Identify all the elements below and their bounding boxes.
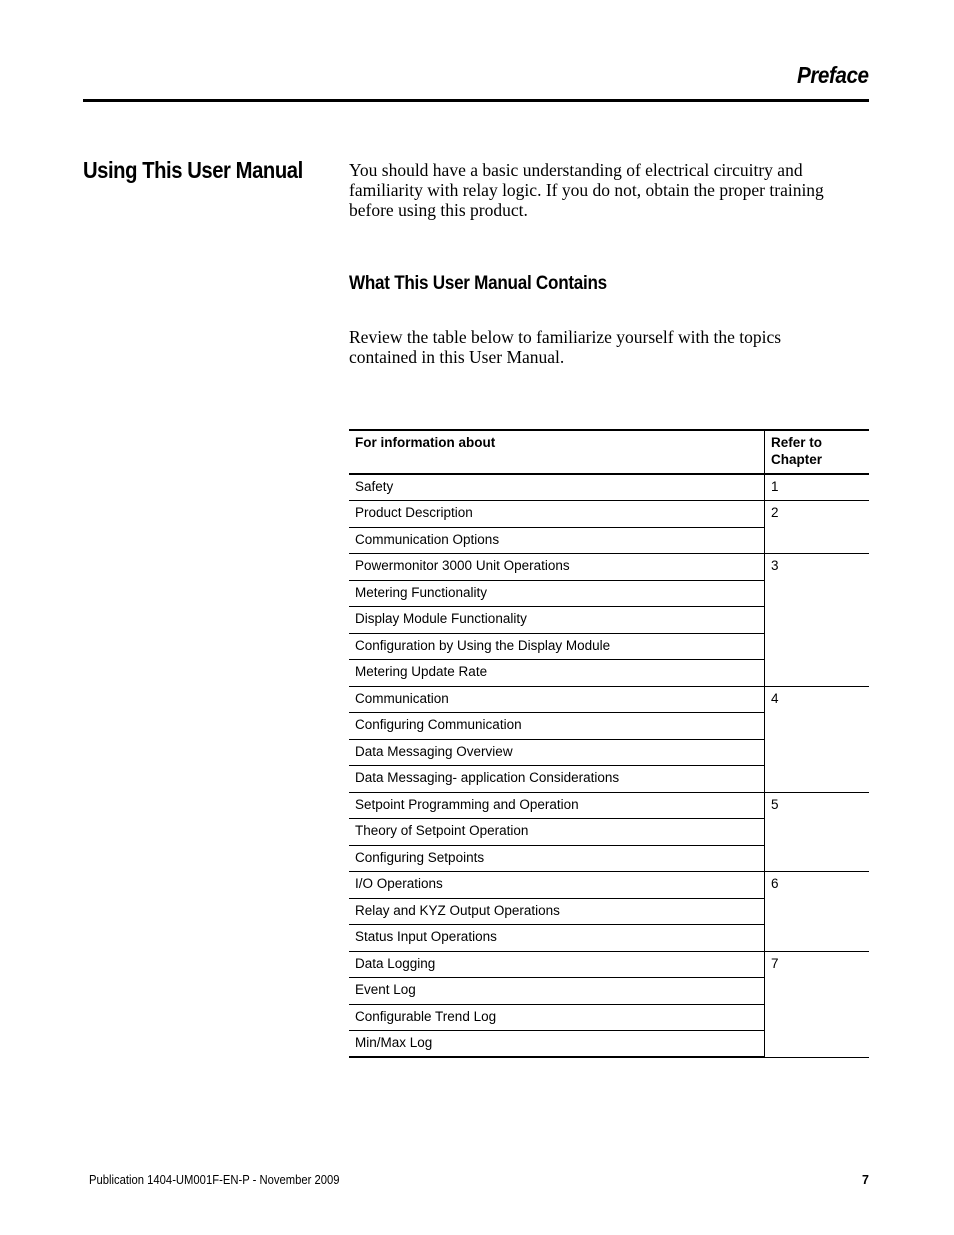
intro-paragraph: You should have a basic understanding of electrical circuitry and familiarity with relay logic. If you do not, obtain the proper training before using this product. bbox=[349, 160, 824, 220]
chapter-cell: 4 bbox=[765, 686, 870, 792]
footer-page-number: 7 bbox=[862, 1173, 869, 1187]
topic-cell: Powermonitor 3000 Unit Operations bbox=[349, 554, 765, 581]
topic-cell: Metering Functionality bbox=[349, 580, 765, 607]
chapter-cell: 7 bbox=[765, 951, 870, 1057]
chapter-cell: 3 bbox=[765, 554, 870, 687]
topic-cell: Data Messaging Overview bbox=[349, 739, 765, 766]
contents-table bbox=[349, 429, 869, 1058]
topic-cell: Data Logging bbox=[349, 951, 765, 978]
topic-cell: Theory of Setpoint Operation bbox=[349, 819, 765, 846]
topic-cell: Configuring Communication bbox=[349, 713, 765, 740]
table-header-row bbox=[349, 430, 869, 474]
topic-cell: I/O Operations bbox=[349, 872, 765, 899]
chapter-cell: 2 bbox=[765, 501, 870, 554]
subsection-title: What This User Manual Contains bbox=[349, 273, 607, 294]
table-row bbox=[349, 872, 869, 899]
topic-cell: Metering Update Rate bbox=[349, 660, 765, 687]
topic-cell: Setpoint Programming and Operation bbox=[349, 792, 765, 819]
topic-cell: Configuring Setpoints bbox=[349, 845, 765, 872]
topic-cell: Communication Options bbox=[349, 527, 765, 554]
review-paragraph: Review the table below to familiarize yourself with the topics contained in this User Manual. bbox=[349, 327, 782, 367]
topic-cell: Safety bbox=[349, 474, 765, 501]
table-row bbox=[349, 686, 869, 713]
section-title: Using This User Manual bbox=[83, 157, 303, 183]
footer-publication: Publication 1404-UM001F-EN-P - November 2009 bbox=[89, 1173, 340, 1187]
topic-cell: Relay and KYZ Output Operations bbox=[349, 898, 765, 925]
table-row bbox=[349, 792, 869, 819]
header-topic: For information about bbox=[349, 430, 765, 474]
topic-cell: Configurable Trend Log bbox=[349, 1004, 765, 1031]
table-row bbox=[349, 554, 869, 581]
topic-cell: Configuration by Using the Display Module bbox=[349, 633, 765, 660]
chapter-cell: 1 bbox=[765, 474, 870, 501]
topic-cell: Communication bbox=[349, 686, 765, 713]
table-row bbox=[349, 501, 869, 528]
chapter-cell: 5 bbox=[765, 792, 870, 872]
table-row bbox=[349, 951, 869, 978]
header-rule bbox=[83, 99, 869, 102]
topic-cell: Data Messaging- application Considerations bbox=[349, 766, 765, 793]
topic-cell: Status Input Operations bbox=[349, 925, 765, 952]
chapter-cell: 6 bbox=[765, 872, 870, 952]
topic-cell: Min/Max Log bbox=[349, 1031, 765, 1058]
topic-cell: Product Description bbox=[349, 501, 765, 528]
topic-cell: Display Module Functionality bbox=[349, 607, 765, 634]
topic-cell: Event Log bbox=[349, 978, 765, 1005]
page-header-title: Preface bbox=[797, 62, 869, 88]
header-chapter: Refer to Chapter bbox=[765, 430, 870, 474]
table-row bbox=[349, 474, 869, 501]
